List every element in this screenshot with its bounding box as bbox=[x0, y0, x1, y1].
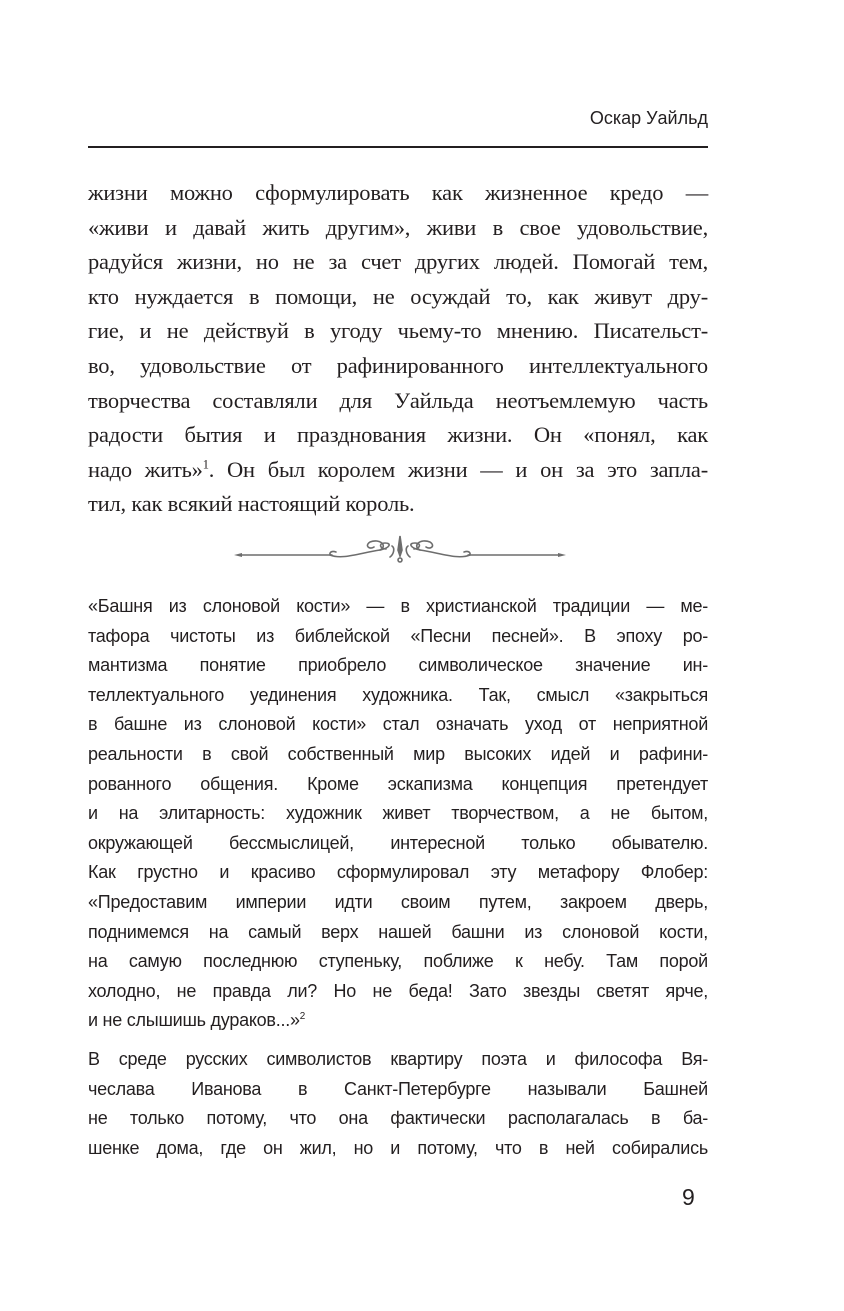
note-text: В среде русских символистов квартиру поэта и философа Вя- bbox=[88, 1048, 708, 1069]
note-line bbox=[88, 740, 708, 770]
note-line bbox=[88, 710, 708, 740]
note-text: окружающей бессмыслицей, интересной только обывателю. bbox=[88, 832, 708, 853]
header-rule bbox=[88, 146, 708, 148]
footnote-ref-2: 2 bbox=[299, 1011, 305, 1023]
note-text: шенке дома, где он жил, но и потому, что в ней собирались bbox=[88, 1137, 708, 1158]
note-text: «Предоставим империи идти своим путем, закроем дверь, bbox=[88, 891, 708, 912]
note-text: реальности в свой собственный мир высоких идей и рафини- bbox=[88, 743, 708, 764]
note-text: холодно, не правда ли? Но не беда! Зато звезды светят ярче, bbox=[88, 980, 708, 1001]
note-text: не только потому, что она фактически располагалась в ба- bbox=[88, 1108, 708, 1129]
note-text: «Башня из слоновой кости» — в христианской традиции — ме- bbox=[88, 596, 708, 616]
note-line bbox=[88, 947, 708, 977]
note-text: тафора чистоты из библейской «Песни песней». В эпоху ро- bbox=[88, 625, 708, 646]
note-line bbox=[88, 888, 708, 918]
text-fragment: надо жить» bbox=[88, 456, 203, 482]
note-paragraph bbox=[88, 1045, 708, 1163]
note-line bbox=[88, 858, 708, 888]
running-header: Оскар Уайльд bbox=[589, 108, 708, 128]
note-text: на самую последнюю ступеньку, поближе к небу. Там порой bbox=[88, 951, 708, 972]
note-line bbox=[88, 799, 708, 829]
text-line: радуйся жизни, но не за счет других людей. Помогай тем, bbox=[88, 249, 708, 275]
note-text: Как грустно и красиво сформулировал эту метафору Флобер: bbox=[88, 862, 708, 883]
note-text: и не слышишь дураков...» bbox=[88, 1010, 300, 1031]
note-text: в башне из слоновой кости» стал означать уход от неприятной bbox=[88, 714, 708, 735]
text-line: радости бытия и празднования жизни. Он «понял, как bbox=[88, 422, 708, 448]
note-text: теллектуального уединения художника. Так, смысл «закрыться bbox=[88, 684, 708, 705]
note-line bbox=[88, 1104, 708, 1134]
note-text: и на элитарность: художник живет творчеством, а не бытом, bbox=[88, 803, 708, 824]
note-line bbox=[88, 681, 708, 711]
note-line bbox=[88, 918, 708, 948]
text-line bbox=[88, 453, 708, 488]
ornament-divider bbox=[230, 526, 570, 566]
note-line bbox=[88, 622, 708, 652]
text-line: «живи и давай жить другим», живи в свое удовольствие, bbox=[88, 214, 708, 240]
note-text: рованного общения. Кроме эскапизма концепция претендует bbox=[88, 773, 708, 794]
text-line: гие, и не действуй в угоду чьему-то мнению. Писательст- bbox=[88, 318, 708, 344]
note-paragraph bbox=[88, 592, 708, 1036]
notes-section bbox=[88, 592, 708, 1172]
main-text bbox=[88, 176, 708, 522]
note-line bbox=[88, 829, 708, 859]
page-number: 9 bbox=[682, 1184, 695, 1210]
text-line: во, удовольствие от рафинированного интеллектуального bbox=[88, 352, 708, 378]
note-text: поднимемся на самый верх нашей башни из слоновой кости, bbox=[88, 921, 708, 942]
text-line: тил, как всякий настоящий король. bbox=[88, 491, 415, 517]
note-line bbox=[88, 1134, 708, 1164]
note-line bbox=[88, 592, 708, 622]
note-line bbox=[88, 977, 708, 1007]
note-text: мантизма понятие приобрело символическое значение ин- bbox=[88, 655, 708, 676]
note-line bbox=[88, 1045, 708, 1075]
note-line bbox=[88, 651, 708, 681]
note-text: чеслава Иванова в Санкт-Петербурге называли Башней bbox=[88, 1078, 708, 1099]
text-line: творчества составляли для Уайльда неотъемлемую часть bbox=[88, 387, 708, 413]
footnote-ref-1: 1 bbox=[202, 457, 209, 472]
note-line bbox=[88, 770, 708, 800]
text-line: жизни можно сформулировать как жизненное кредо — bbox=[88, 180, 708, 205]
text-line: кто нуждается в помощи, не осуждай то, как живут дру- bbox=[88, 283, 708, 309]
note-line bbox=[88, 1006, 708, 1036]
text-fragment: . Он был королем жизни — и он за это запла- bbox=[208, 456, 708, 482]
note-line bbox=[88, 1075, 708, 1105]
